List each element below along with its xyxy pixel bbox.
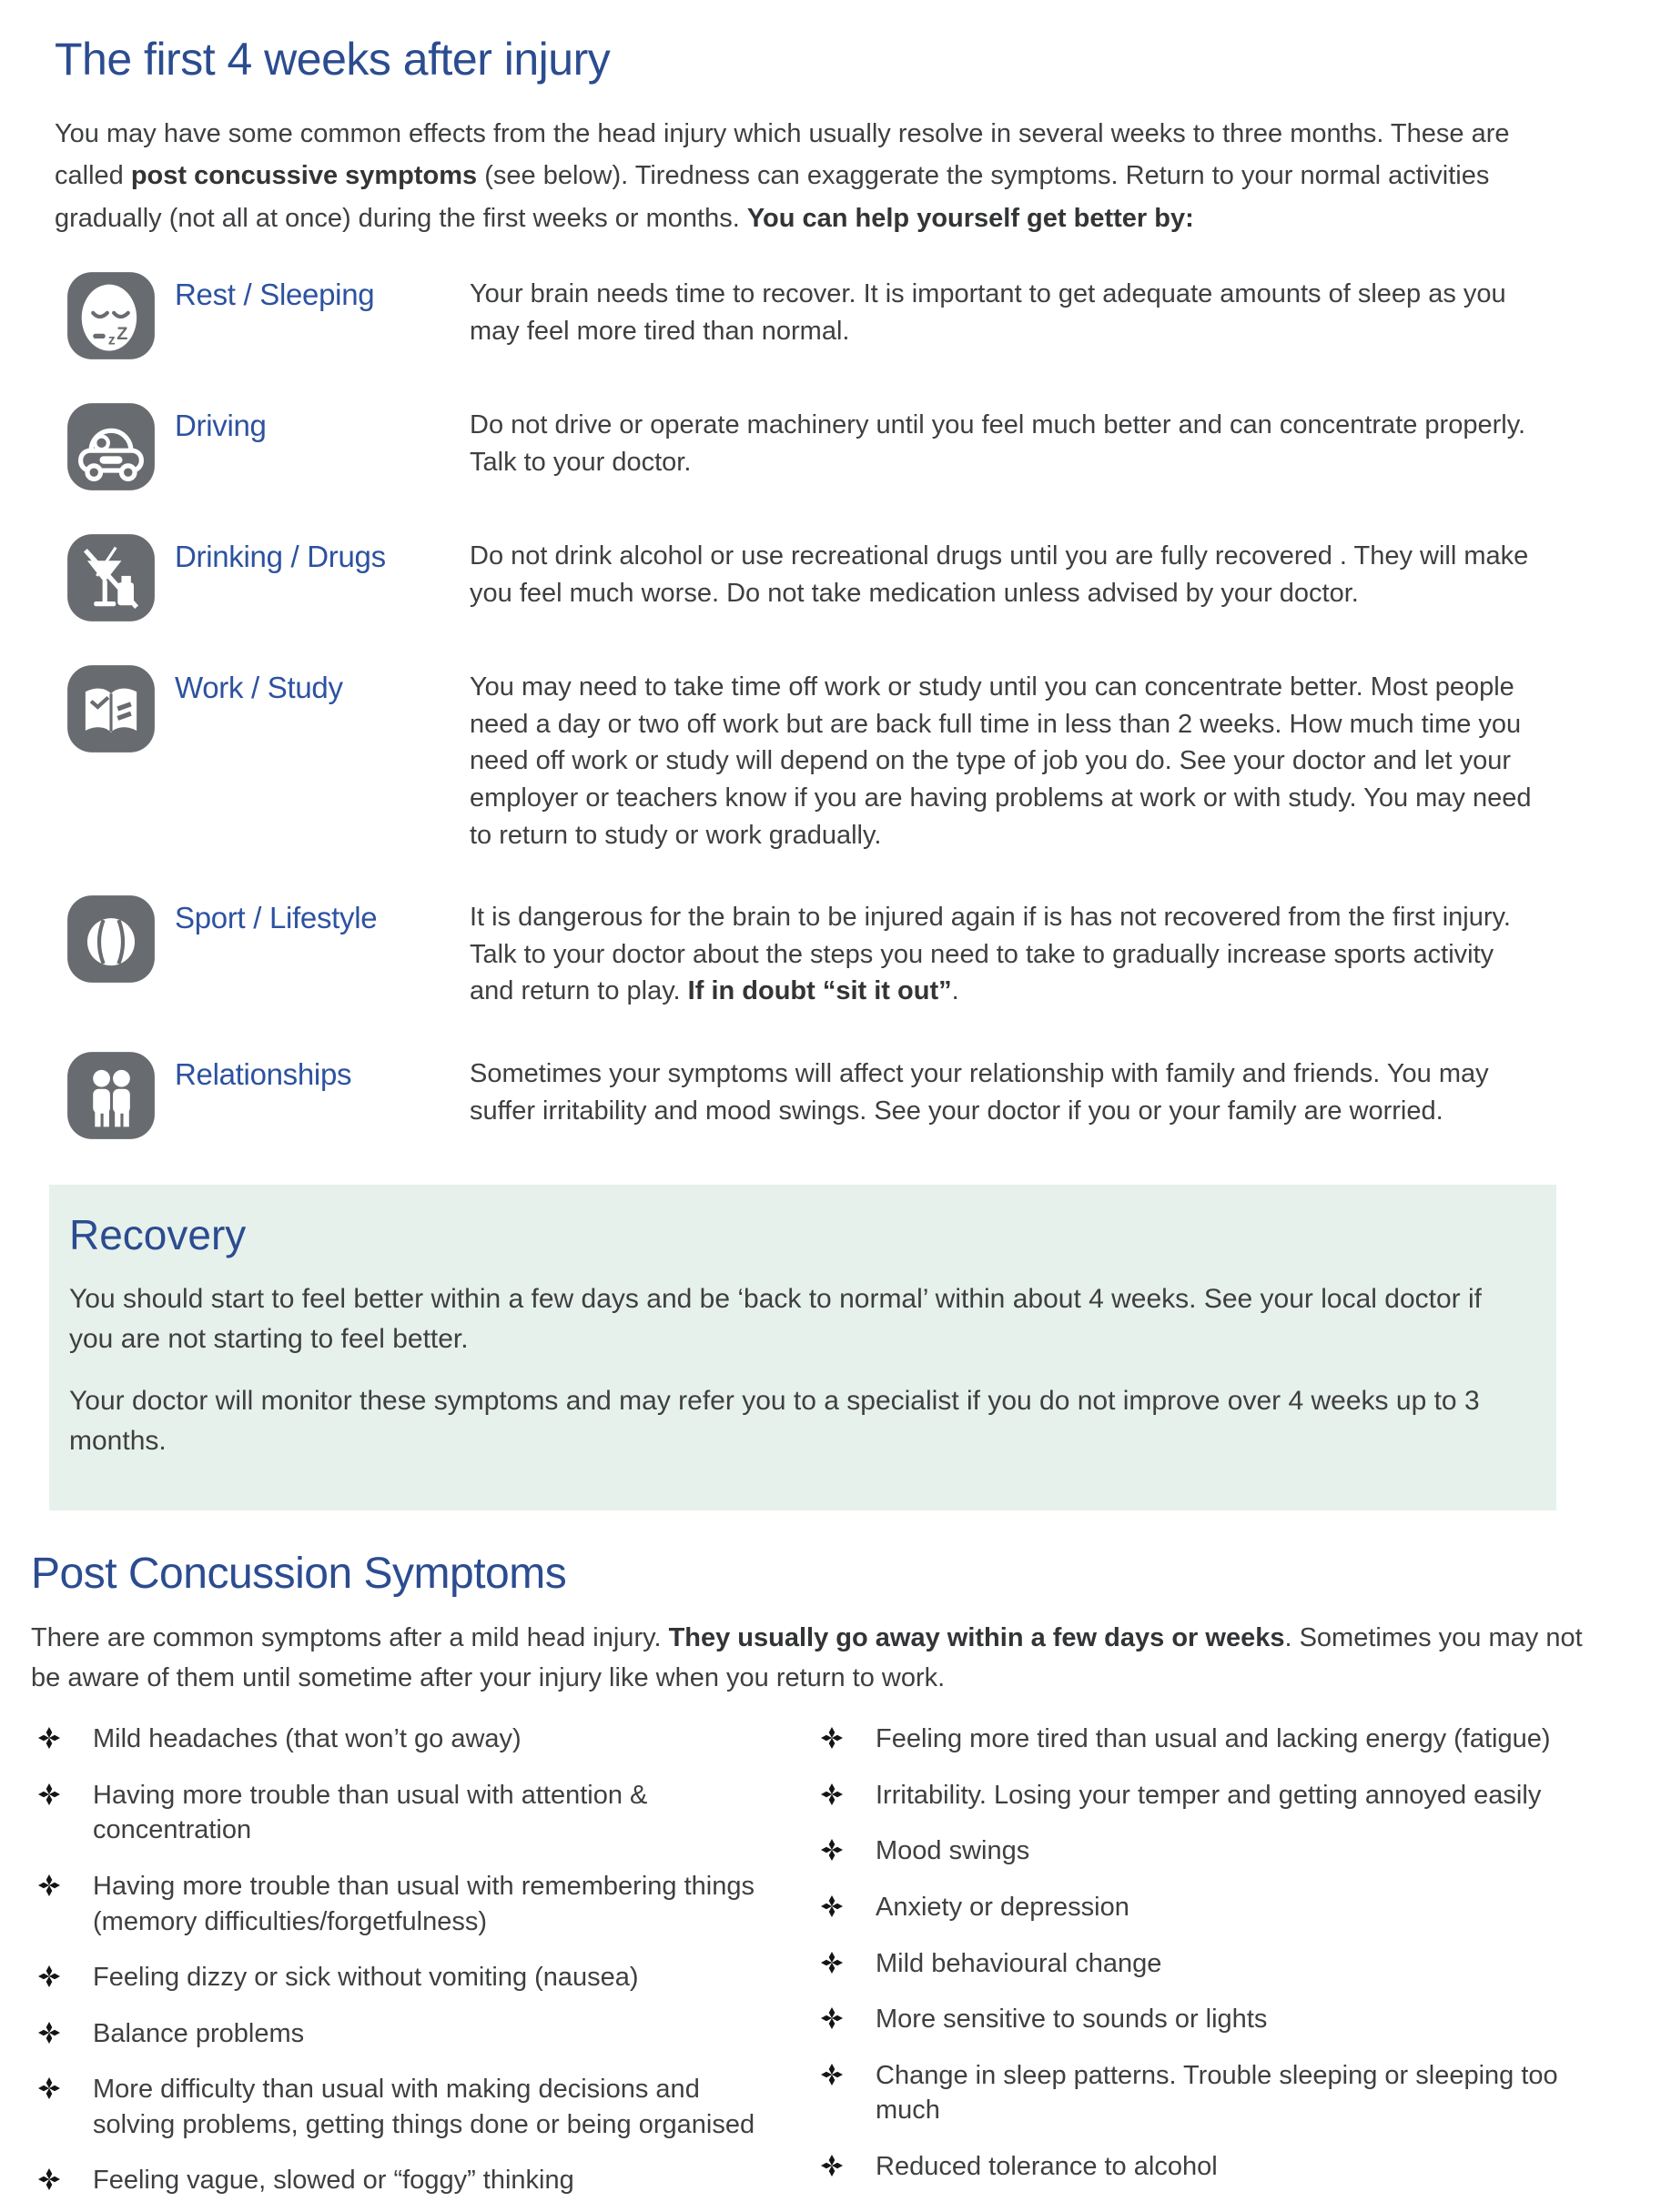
- symptom-text: Mild behavioural change: [876, 1948, 1162, 1978]
- svg-text:Z: Z: [116, 324, 128, 345]
- symptom-text: Feeling vague, slowed or “foggy” thinking: [93, 2166, 574, 2196]
- advice-row-driving: [55, 401, 1588, 492]
- advice-row-sport: [55, 894, 1588, 1010]
- row-desc-driving: [470, 401, 1539, 480]
- symptom-item: [814, 2149, 1569, 2185]
- recovery-paragraph-1: You should start to feel better within a few days and be ‘back to normal’ within about 4 weeks. See your local doctor if you are not starting to feel better.: [69, 1283, 1482, 1355]
- diamond-bullet-icon: [38, 1783, 60, 1805]
- car-icon: [66, 401, 157, 492]
- two-people-icon: [66, 1050, 157, 1141]
- symptom-text: Balance problems: [93, 2018, 305, 2048]
- symptom-text: More difficulty than usual with making decisions and solving problems, getting things done or being organised: [93, 2075, 755, 2139]
- symptom-text: Irritability. Losing your temper and getting annoyed easily: [876, 1780, 1542, 1810]
- open-book-icon: [66, 663, 157, 754]
- symptom-item: [814, 1890, 1569, 1925]
- symptoms-columns: [31, 1722, 1588, 2198]
- recovery-heading: Recovery: [69, 1210, 247, 1258]
- diamond-bullet-icon: [821, 2155, 843, 2177]
- intro-text-1: You may have some common effects from the head injury which usually resolve in several weeks to three months. These are called: [55, 119, 1510, 191]
- desc-text: You may need to take time off work or study until you can concentrate better. Most people need a day or two off work but are back full time in less than 2 weeks. How much time you need off work or study will depend on the type of job you do. See your doctor and let your employer or teachers know if you are having problems at work or with study. You may need to return to study or work gradually.: [470, 672, 1532, 850]
- diamond-bullet-icon: [38, 1727, 60, 1749]
- row-label-work: Work / Study: [175, 671, 343, 705]
- symptom-item: [31, 2016, 773, 2052]
- advice-rows: [55, 270, 1588, 1141]
- symptom-item: [814, 1778, 1569, 1813]
- row-label-relationships: Relationships: [175, 1056, 352, 1091]
- row-label-rest: Rest / Sleeping: [175, 278, 375, 312]
- symptom-text: Having more trouble than usual with remembering things (memory difficulties/forgetfulness): [93, 1871, 755, 1936]
- symptoms-column-left: [31, 1722, 773, 2198]
- advice-row-drinking: [55, 532, 1588, 623]
- advice-row-relationships: [55, 1050, 1588, 1141]
- sports-ball-icon: [66, 894, 157, 985]
- page-title: The first 4 weeks after injury: [55, 34, 611, 85]
- diamond-bullet-icon: [821, 1727, 843, 1749]
- sleeping-face-icon: [66, 270, 157, 361]
- intro-text-2: (see below). Tiredness can exaggerate the symptoms. Return to your normal activities gradually (not all at once) during the first weeks or months.: [55, 161, 1490, 233]
- row-label-driving: Driving: [175, 409, 267, 443]
- desc-after: .: [951, 976, 959, 1006]
- desc-text: It is dangerous for the brain to be injured again if is has not recovered from the first injury. Talk to your doctor about the steps you need to take to gradually increase sports activity and return to play.: [470, 903, 1511, 1006]
- row-desc-sport: [470, 894, 1539, 1010]
- diamond-bullet-icon: [821, 2007, 843, 2029]
- symptom-item: [814, 1946, 1569, 1982]
- diamond-bullet-icon: [38, 1965, 60, 1987]
- diamond-bullet-icon: [821, 1952, 843, 1974]
- no-drinking-drugs-icon: [66, 532, 157, 623]
- symptom-item: [31, 1722, 773, 1757]
- symptom-item: [31, 1778, 773, 1848]
- desc-bold: If in doubt “sit it out”: [687, 976, 952, 1006]
- symptoms-column-right: [814, 1722, 1569, 2198]
- recovery-paragraph-2: Your doctor will monitor these symptoms and may refer you to a specialist if you do not improve over 4 weeks up to 3 months.: [69, 1386, 1480, 1457]
- row-desc-rest: [470, 270, 1539, 349]
- symptoms-heading: Post Concussion Symptoms: [31, 1550, 567, 1599]
- symptom-text: Change in sleep patterns. Trouble sleeping or sleeping too much: [876, 2060, 1558, 2126]
- svg-text:z: z: [107, 332, 116, 348]
- row-desc-relationships: [470, 1050, 1539, 1129]
- symptom-item: [814, 1833, 1569, 1869]
- advice-row-rest: [55, 270, 1588, 361]
- diamond-bullet-icon: [821, 1783, 843, 1805]
- intro-bold-2: You can help yourself get better by:: [746, 203, 1194, 233]
- symptom-item: [31, 1960, 773, 1995]
- symptom-item: [31, 1869, 773, 1939]
- desc-text: Sometimes your symptoms will affect your relationship with family and friends. You may suffer irritability and mood swings. See your doctor if you or your family are worried.: [470, 1058, 1489, 1126]
- symptoms-intro-bold: They usually go away within a few days or weeks: [668, 1623, 1285, 1653]
- row-label-drinking: Drinking / Drugs: [175, 540, 386, 574]
- desc-text: Do not drive or operate machinery until you feel much better and can concentrate properly. Talk to your doctor.: [470, 410, 1526, 477]
- desc-text: Do not drink alcohol or use recreational drugs until you are fully recovered . They will make you feel much worse. Do not take medication unless advised by your doctor.: [470, 541, 1529, 608]
- recovery-section: [49, 1185, 1556, 1510]
- symptom-item: [31, 2072, 773, 2142]
- symptom-text: More sensitive to sounds or lights: [876, 2005, 1268, 2035]
- symptom-text: Mild headaches (that won’t go away): [93, 1724, 522, 1754]
- intro-paragraph: [55, 113, 1556, 239]
- symptom-text: Anxiety or depression: [876, 1892, 1129, 1922]
- diamond-bullet-icon: [821, 2064, 843, 2086]
- symptoms-intro-text-1: There are common symptoms after a mild head injury.: [31, 1623, 669, 1653]
- symptom-item: [814, 2058, 1569, 2128]
- symptom-item: [814, 1722, 1569, 1757]
- symptom-text: Having more trouble than usual with attention & concentration: [93, 1780, 648, 1845]
- symptoms-intro: [31, 1619, 1588, 1698]
- diamond-bullet-icon: [38, 2168, 60, 2190]
- diamond-bullet-icon: [38, 1874, 60, 1896]
- symptom-text: Feeling more tired than usual and lacking energy (fatigue): [876, 1724, 1551, 1754]
- intro-bold-1: post concussive symptoms: [130, 161, 478, 191]
- symptom-item: [814, 2002, 1569, 2037]
- row-desc-work: [470, 663, 1539, 853]
- diamond-bullet-icon: [821, 1895, 843, 1917]
- diamond-bullet-icon: [821, 1839, 843, 1861]
- symptom-text: Reduced tolerance to alcohol: [876, 2151, 1218, 2181]
- symptom-text: Mood swings: [876, 1836, 1030, 1866]
- advice-row-work: [55, 663, 1588, 853]
- row-desc-drinking: [470, 532, 1539, 611]
- row-label-sport: Sport / Lifestyle: [175, 901, 378, 935]
- symptoms-intro-text-2: . Sometimes you may not be aware of them until sometime after your injury like when you return to work.: [31, 1623, 1583, 1692]
- symptom-text: Feeling dizzy or sick without vomiting (nausea): [93, 1963, 639, 1993]
- symptom-item: [31, 2163, 773, 2198]
- diamond-bullet-icon: [38, 2022, 60, 2044]
- diamond-bullet-icon: [38, 2077, 60, 2099]
- post-concussion-section: [31, 1549, 1588, 2198]
- desc-text: Your brain needs time to recover. It is important to get adequate amounts of sleep as you may feel more tired than normal.: [470, 279, 1506, 346]
